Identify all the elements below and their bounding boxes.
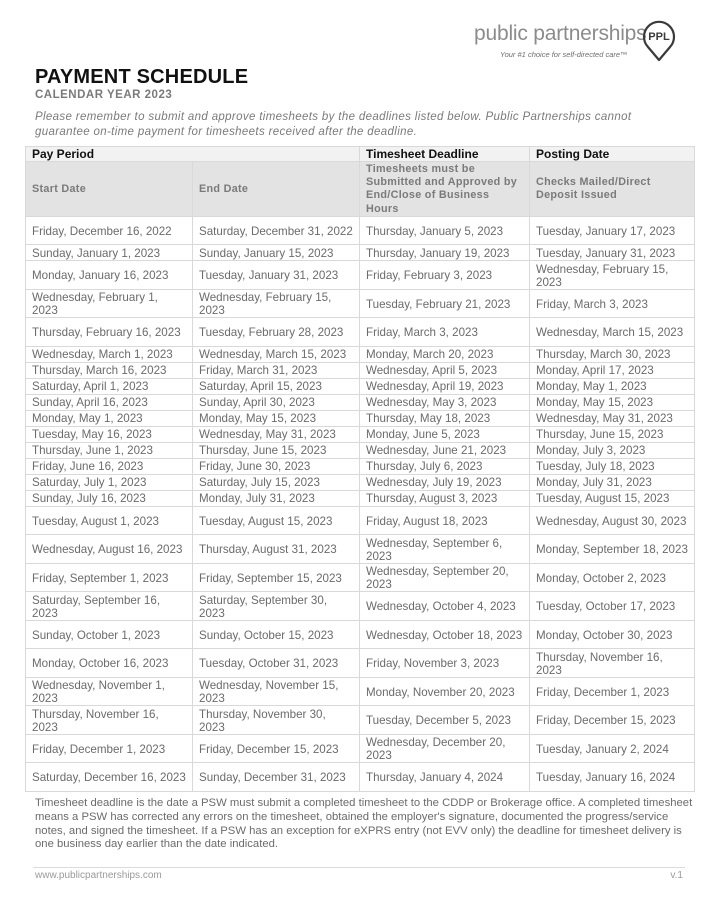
end-date-cell: Friday, June 30, 2023 bbox=[193, 458, 360, 474]
timesheet-deadline-cell: Friday, February 3, 2023 bbox=[360, 261, 530, 290]
logo-tagline: Your #1 choice for self-directed care™ bbox=[500, 50, 628, 59]
table-row bbox=[26, 763, 695, 792]
posting-date-cell: Wednesday, February 15, 2023 bbox=[530, 261, 695, 290]
start-date-cell: Thursday, February 16, 2023 bbox=[26, 318, 193, 347]
posting-date-cell: Friday, December 1, 2023 bbox=[530, 677, 695, 706]
timesheet-deadline-cell: Wednesday, September 20, 2023 bbox=[360, 563, 530, 592]
end-date-cell: Sunday, January 15, 2023 bbox=[193, 245, 360, 261]
timesheet-deadline-cell: Monday, March 20, 2023 bbox=[360, 346, 530, 362]
header-posting-date: Posting Date bbox=[530, 147, 695, 162]
header-posting-detail: Checks Mailed/Direct Deposit Issued bbox=[530, 162, 695, 217]
timesheet-deadline-cell: Thursday, July 6, 2023 bbox=[360, 458, 530, 474]
timesheet-deadline-cell: Wednesday, December 20, 2023 bbox=[360, 734, 530, 763]
start-date-cell: Thursday, November 16, 2023 bbox=[26, 706, 193, 735]
start-date-cell: Monday, October 16, 2023 bbox=[26, 649, 193, 678]
table-row bbox=[26, 245, 695, 261]
table-row bbox=[26, 442, 695, 458]
end-date-cell: Friday, September 15, 2023 bbox=[193, 563, 360, 592]
end-date-cell: Tuesday, August 15, 2023 bbox=[193, 506, 360, 535]
end-date-cell: Wednesday, February 15, 2023 bbox=[193, 289, 360, 318]
timesheet-deadline-cell: Thursday, January 5, 2023 bbox=[360, 216, 530, 245]
start-date-cell: Tuesday, May 16, 2023 bbox=[26, 426, 193, 442]
posting-date-cell: Tuesday, January 31, 2023 bbox=[530, 245, 695, 261]
start-date-cell: Thursday, March 16, 2023 bbox=[26, 362, 193, 378]
page-title: PAYMENT SCHEDULE bbox=[35, 66, 249, 88]
posting-date-cell: Monday, May 1, 2023 bbox=[530, 378, 695, 394]
start-date-cell: Saturday, April 1, 2023 bbox=[26, 378, 193, 394]
start-date-cell: Saturday, July 1, 2023 bbox=[26, 474, 193, 490]
table-row bbox=[26, 346, 695, 362]
table-row bbox=[26, 378, 695, 394]
timesheet-deadline-cell: Tuesday, December 5, 2023 bbox=[360, 706, 530, 735]
start-date-cell: Thursday, June 1, 2023 bbox=[26, 442, 193, 458]
payment-schedule-table bbox=[25, 146, 695, 792]
end-date-cell: Tuesday, February 28, 2023 bbox=[193, 318, 360, 347]
start-date-cell: Saturday, September 16, 2023 bbox=[26, 592, 193, 621]
posting-date-cell: Friday, March 3, 2023 bbox=[530, 289, 695, 318]
start-date-cell: Monday, May 1, 2023 bbox=[26, 410, 193, 426]
timesheet-deadline-cell: Wednesday, October 18, 2023 bbox=[360, 620, 530, 649]
page-subtitle: CALENDAR YEAR 2023 bbox=[35, 89, 173, 101]
posting-date-cell: Tuesday, July 18, 2023 bbox=[530, 458, 695, 474]
timesheet-deadline-cell: Wednesday, September 6, 2023 bbox=[360, 535, 530, 564]
timesheet-deadline-cell: Monday, June 5, 2023 bbox=[360, 426, 530, 442]
start-date-cell: Wednesday, November 1, 2023 bbox=[26, 677, 193, 706]
map-pin-icon bbox=[640, 20, 678, 62]
table-row bbox=[26, 677, 695, 706]
posting-date-cell: Wednesday, March 15, 2023 bbox=[530, 318, 695, 347]
end-date-cell: Monday, May 15, 2023 bbox=[193, 410, 360, 426]
end-date-cell: Sunday, December 31, 2023 bbox=[193, 763, 360, 792]
posting-date-cell: Monday, May 15, 2023 bbox=[530, 394, 695, 410]
table-row bbox=[26, 734, 695, 763]
posting-date-cell: Monday, October 2, 2023 bbox=[530, 563, 695, 592]
timesheet-deadline-cell: Thursday, May 18, 2023 bbox=[360, 410, 530, 426]
start-date-cell: Friday, June 16, 2023 bbox=[26, 458, 193, 474]
table-row bbox=[26, 649, 695, 678]
end-date-cell: Sunday, October 15, 2023 bbox=[193, 620, 360, 649]
posting-date-cell: Thursday, November 16, 2023 bbox=[530, 649, 695, 678]
header-timesheet-deadline: Timesheet Deadline bbox=[360, 147, 530, 162]
end-date-cell: Thursday, June 15, 2023 bbox=[193, 442, 360, 458]
timesheet-deadline-cell: Friday, March 3, 2023 bbox=[360, 318, 530, 347]
table-row bbox=[26, 289, 695, 318]
table-row bbox=[26, 362, 695, 378]
posting-date-cell: Tuesday, January 16, 2024 bbox=[530, 763, 695, 792]
table-row bbox=[26, 620, 695, 649]
table-row bbox=[26, 410, 695, 426]
deadline-note: Timesheet deadline is the date a PSW must submit a completed timesheet to the CDDP or Brokerage office. A completed timesheet means a PSW has corrected any errors on the timesheet, obtained the employer's signature, documented the progress/service notes, and signed the timesheet. If a PSW has an exception for eXPRS entry (not EVV only) the deadline for timesheet delivery is one business day earlier than the date indicated. bbox=[35, 797, 693, 851]
table-row bbox=[26, 261, 695, 290]
table-row bbox=[26, 426, 695, 442]
timesheet-deadline-cell: Tuesday, February 21, 2023 bbox=[360, 289, 530, 318]
end-date-cell: Monday, July 31, 2023 bbox=[193, 490, 360, 506]
end-date-cell: Thursday, November 30, 2023 bbox=[193, 706, 360, 735]
timesheet-deadline-cell: Monday, November 20, 2023 bbox=[360, 677, 530, 706]
start-date-cell: Friday, December 1, 2023 bbox=[26, 734, 193, 763]
end-date-cell: Tuesday, October 31, 2023 bbox=[193, 649, 360, 678]
posting-date-cell: Wednesday, May 31, 2023 bbox=[530, 410, 695, 426]
start-date-cell: Saturday, December 16, 2023 bbox=[26, 763, 193, 792]
start-date-cell: Tuesday, August 1, 2023 bbox=[26, 506, 193, 535]
intro-text: Please remember to submit and approve timesheets by the deadlines listed below. Public Partnerships cannot guarantee on-time payment for timesheets received after the deadline. bbox=[35, 111, 632, 138]
logo-wordmark: public partnerships bbox=[474, 22, 647, 45]
end-date-cell: Sunday, April 30, 2023 bbox=[193, 394, 360, 410]
table-row bbox=[26, 394, 695, 410]
end-date-cell: Friday, March 31, 2023 bbox=[193, 362, 360, 378]
posting-date-cell: Monday, September 18, 2023 bbox=[530, 535, 695, 564]
timesheet-deadline-cell: Friday, August 18, 2023 bbox=[360, 506, 530, 535]
table-row bbox=[26, 592, 695, 621]
posting-date-cell: Tuesday, January 17, 2023 bbox=[530, 216, 695, 245]
table-row bbox=[26, 458, 695, 474]
header-end-date: End Date bbox=[193, 162, 360, 217]
table-row bbox=[26, 563, 695, 592]
end-date-cell: Saturday, July 15, 2023 bbox=[193, 474, 360, 490]
end-date-cell: Wednesday, November 15, 2023 bbox=[193, 677, 360, 706]
column-header-row bbox=[26, 162, 695, 217]
table-row bbox=[26, 706, 695, 735]
start-date-cell: Sunday, April 16, 2023 bbox=[26, 394, 193, 410]
header-pay-period: Pay Period bbox=[26, 147, 360, 162]
posting-date-cell: Friday, December 15, 2023 bbox=[530, 706, 695, 735]
end-date-cell: Saturday, April 15, 2023 bbox=[193, 378, 360, 394]
posting-date-cell: Monday, April 17, 2023 bbox=[530, 362, 695, 378]
posting-date-cell: Thursday, June 15, 2023 bbox=[530, 426, 695, 442]
group-header-row bbox=[26, 147, 695, 162]
timesheet-deadline-cell: Wednesday, April 19, 2023 bbox=[360, 378, 530, 394]
header-start-date: Start Date bbox=[26, 162, 193, 217]
timesheet-deadline-cell: Wednesday, April 5, 2023 bbox=[360, 362, 530, 378]
timesheet-deadline-cell: Thursday, January 4, 2024 bbox=[360, 763, 530, 792]
timesheet-deadline-cell: Thursday, January 19, 2023 bbox=[360, 245, 530, 261]
timesheet-deadline-cell: Friday, November 3, 2023 bbox=[360, 649, 530, 678]
ppl-logo bbox=[474, 20, 684, 62]
timesheet-deadline-cell: Wednesday, July 19, 2023 bbox=[360, 474, 530, 490]
start-date-cell: Wednesday, February 1, 2023 bbox=[26, 289, 193, 318]
logo-badge: PPL bbox=[648, 31, 670, 43]
header-deadline-detail: Timesheets must be Submitted and Approved by End/Close of Business Hours bbox=[360, 162, 530, 217]
schedule-body bbox=[26, 216, 695, 791]
footer-divider bbox=[33, 867, 685, 868]
end-date-cell: Saturday, September 30, 2023 bbox=[193, 592, 360, 621]
posting-date-cell: Tuesday, October 17, 2023 bbox=[530, 592, 695, 621]
end-date-cell: Saturday, December 31, 2022 bbox=[193, 216, 360, 245]
posting-date-cell: Tuesday, January 2, 2024 bbox=[530, 734, 695, 763]
table-row bbox=[26, 535, 695, 564]
footer-version: v.1 bbox=[670, 870, 683, 881]
posting-date-cell: Monday, July 31, 2023 bbox=[530, 474, 695, 490]
table-row bbox=[26, 490, 695, 506]
posting-date-cell: Monday, October 30, 2023 bbox=[530, 620, 695, 649]
end-date-cell: Thursday, August 31, 2023 bbox=[193, 535, 360, 564]
timesheet-deadline-cell: Wednesday, June 21, 2023 bbox=[360, 442, 530, 458]
start-date-cell: Monday, January 16, 2023 bbox=[26, 261, 193, 290]
posting-date-cell: Wednesday, August 30, 2023 bbox=[530, 506, 695, 535]
timesheet-deadline-cell: Wednesday, October 4, 2023 bbox=[360, 592, 530, 621]
end-date-cell: Tuesday, January 31, 2023 bbox=[193, 261, 360, 290]
start-date-cell: Sunday, January 1, 2023 bbox=[26, 245, 193, 261]
timesheet-deadline-cell: Thursday, August 3, 2023 bbox=[360, 490, 530, 506]
start-date-cell: Wednesday, March 1, 2023 bbox=[26, 346, 193, 362]
end-date-cell: Friday, December 15, 2023 bbox=[193, 734, 360, 763]
table-row bbox=[26, 474, 695, 490]
end-date-cell: Wednesday, May 31, 2023 bbox=[193, 426, 360, 442]
table-row bbox=[26, 318, 695, 347]
timesheet-deadline-cell: Wednesday, May 3, 2023 bbox=[360, 394, 530, 410]
start-date-cell: Friday, September 1, 2023 bbox=[26, 563, 193, 592]
table-row bbox=[26, 216, 695, 245]
footer-url: www.publicpartnerships.com bbox=[35, 870, 162, 881]
start-date-cell: Friday, December 16, 2022 bbox=[26, 216, 193, 245]
table-row bbox=[26, 506, 695, 535]
start-date-cell: Sunday, October 1, 2023 bbox=[26, 620, 193, 649]
posting-date-cell: Tuesday, August 15, 2023 bbox=[530, 490, 695, 506]
posting-date-cell: Monday, July 3, 2023 bbox=[530, 442, 695, 458]
start-date-cell: Sunday, July 16, 2023 bbox=[26, 490, 193, 506]
end-date-cell: Wednesday, March 15, 2023 bbox=[193, 346, 360, 362]
posting-date-cell: Thursday, March 30, 2023 bbox=[530, 346, 695, 362]
start-date-cell: Wednesday, August 16, 2023 bbox=[26, 535, 193, 564]
